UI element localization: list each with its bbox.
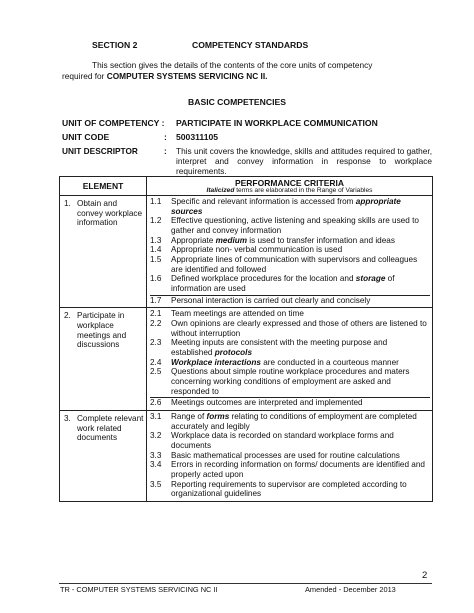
unit-code-value: 500311105: [176, 132, 219, 142]
criterion-text: Appropriate lines of communication with supervisors and colleagues are identified and followed: [171, 255, 418, 274]
criterion-text: Team meetings are attended on time: [171, 309, 304, 319]
criterion-number: 1.3: [150, 235, 162, 245]
criterion-item: [150, 197, 430, 216]
page-number: 2: [422, 570, 428, 581]
element-number: 2.: [64, 311, 71, 321]
criterion-text: Effective questioning, active listening and speaking skills are used to gather and convey information: [171, 216, 419, 236]
criterion-text: Own opinions are clearly expressed and those of others are listened to without interruption: [171, 319, 427, 338]
element-column-header: ELEMENT: [60, 177, 147, 196]
unit-descriptor-value: This unit covers the knowledge, skills and attitudes required to gather, interpret and convey information in response to workplace requirements.: [176, 146, 432, 176]
criterion-text: Questions about simple routine workplace procedures and maters concerning working conditions of employment are asked and responded to: [171, 367, 410, 396]
criterion-number: 1.4: [150, 245, 162, 255]
performance-criteria-column-header: [147, 177, 433, 196]
criterion-text-continued: of information are used: [171, 274, 395, 294]
table-row: [60, 308, 433, 411]
basic-competencies-heading: BASIC COMPETENCIES: [188, 97, 286, 107]
criterion-item: [150, 245, 430, 255]
criterion-item: [150, 367, 430, 396]
criterion-item: [150, 309, 430, 319]
criterion-item: [150, 338, 430, 357]
criterion-item: [150, 431, 430, 450]
criterion-number: 3.5: [150, 479, 162, 489]
criterion-item: [150, 319, 430, 338]
criterion-text: Errors in recording information on forms/ documents are identified and properly acted upon: [171, 460, 425, 480]
criterion-number: 1.5: [150, 255, 162, 265]
footer-document-title: TR - COMPUTER SYSTEMS SERVICING NC II: [60, 585, 218, 594]
criterion-text-continued: relating to conditions of employment are completed accurately and legibly: [171, 412, 417, 431]
intro-line-1: This section gives the details of the contents of the core units of competency: [92, 60, 373, 70]
criteria-cell: [147, 411, 433, 502]
element-text: Participate in workplace meetings and discussions: [77, 311, 127, 350]
intro-paragraph: [62, 60, 432, 82]
intro-line-2: [62, 71, 432, 82]
range-of-variables-term: appropriate sources: [171, 197, 401, 216]
range-of-variables-term: medium: [215, 235, 248, 245]
unit-of-competency-value: PARTICIPATE IN WORKPLACE COMMUNICATION: [176, 118, 378, 128]
criterion-text: Specific and relevant information is accessed from: [171, 197, 356, 206]
criterion-number: 3.3: [150, 450, 162, 460]
criterion-text-continued: is used to transfer information and ideas: [247, 235, 395, 245]
competency-table: [59, 176, 433, 502]
element-text: Complete relevant work related documents: [77, 414, 144, 443]
section-header: [92, 40, 309, 50]
section-title: COMPETENCY STANDARDS: [192, 40, 309, 50]
criterion-text: Meeting inputs are consistent with the meeting purpose and established: [171, 338, 388, 358]
element-cell: [60, 308, 147, 411]
criterion-item: [150, 412, 430, 431]
criterion-item: [150, 397, 430, 408]
unit-of-competency-label: UNIT OF COMPETENCY :: [62, 118, 165, 128]
unit-code-label: UNIT CODE: [62, 132, 110, 142]
table-row: [60, 196, 433, 308]
criterion-number: 1.1: [150, 197, 162, 206]
footer-divider: [59, 583, 432, 584]
qualification-name: COMPUTER SYSTEMS SERVICING NC II.: [106, 70, 268, 81]
criterion-number: 2.4: [150, 357, 162, 367]
intro-line-2-prefix: required for: [62, 70, 107, 81]
criterion-text: Reporting requirements to supervisor are completed according to organizational guidelines: [171, 479, 407, 499]
element-cell: [60, 196, 147, 308]
criterion-item: [150, 274, 430, 293]
range-of-variables-term: Workplace interactions: [171, 357, 261, 367]
criterion-number: 2.5: [150, 367, 162, 377]
performance-criteria-title: PERFORMANCE CRITERIA: [234, 178, 345, 189]
criterion-text: Defined workplace procedures for the location and: [171, 274, 356, 284]
criterion-text: Meetings outcomes are interpreted and implemented: [171, 398, 363, 408]
criterion-number: 3.1: [150, 412, 162, 422]
element-number: 1.: [64, 199, 71, 208]
criterion-item: [150, 255, 430, 274]
criterion-text-continued: are conducted in a courteous manner: [260, 357, 399, 367]
element-number: 3.: [64, 414, 71, 424]
unit-code-colon: :: [164, 132, 167, 142]
range-of-variables-term: storage: [355, 274, 386, 284]
criterion-number: 1.6: [150, 274, 162, 284]
element-text: Obtain and convey workplace information: [77, 199, 143, 228]
unit-code-row: [62, 132, 218, 142]
table-header-row: [60, 177, 433, 196]
unit-descriptor-colon: :: [164, 146, 167, 156]
footer-amendment-date: Amended - December 2013: [305, 585, 396, 594]
criterion-text: Workplace data is recorded on standard workplace forms and documents: [171, 431, 394, 451]
criterion-number: 2.3: [150, 338, 162, 348]
criterion-text: Range of: [171, 412, 207, 422]
performance-criteria-note: Italicized terms are elaborated in the Range of Variables: [206, 187, 373, 195]
criterion-number: 2.2: [150, 319, 162, 329]
element-cell: [60, 411, 147, 502]
criterion-number: 1.2: [150, 216, 162, 226]
criterion-number: 3.2: [150, 431, 162, 441]
criterion-item: [150, 295, 430, 306]
criterion-item: [150, 451, 430, 461]
criterion-item: [150, 216, 430, 235]
table-row: [60, 411, 433, 502]
criteria-cell: [147, 308, 433, 411]
criterion-number: 2.1: [150, 309, 162, 319]
criterion-item: [150, 480, 430, 499]
range-of-variables-term: forms: [206, 412, 230, 422]
criterion-item: [150, 236, 430, 246]
criterion-text: Personal interaction is carried out clearly and concisely: [171, 295, 371, 305]
criteria-cell: [147, 196, 433, 308]
criterion-number: 2.6: [150, 398, 162, 408]
range-of-variables-term: protocols: [214, 348, 253, 358]
section-number: SECTION 2: [92, 40, 138, 50]
criterion-number: 1.7: [150, 295, 162, 305]
unit-descriptor-label: UNIT DESCRIPTOR: [62, 146, 138, 156]
criterion-text: Appropriate: [171, 235, 216, 245]
criterion-item: [150, 460, 430, 479]
criterion-text: Basic mathematical processes are used for routine calculations: [171, 450, 400, 460]
criterion-text: Appropriate non- verbal communication is used: [171, 245, 343, 255]
criterion-number: 3.4: [150, 460, 162, 470]
unit-of-competency-row: [62, 118, 378, 128]
criterion-item: [150, 358, 430, 368]
